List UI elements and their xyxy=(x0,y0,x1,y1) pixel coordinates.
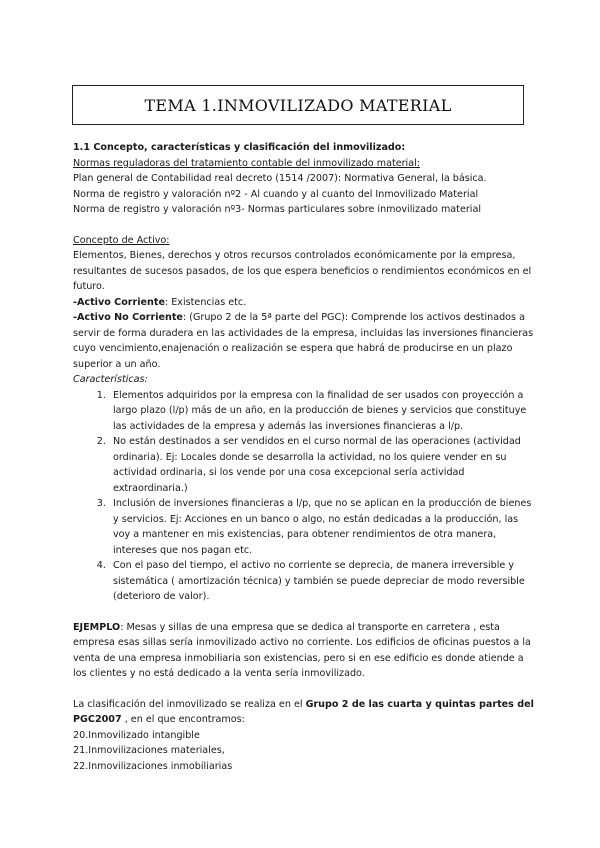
section-heading: 1.1 Concepto, características y clasificación del inmovilizado: xyxy=(73,142,406,153)
list-item: 2. No están destinados a ser vendidos en el curso normal de las operaciones (actividad ordinaria). Ej: Locales donde se desarrolla la actividad, no los quiere vender en su actividad ordinaria, si los vende por una cosa excepcional sería actividad extraordinaria.) xyxy=(109,434,535,496)
activo-no-corriente-text: : (Grupo 2 de la 5ª parte del PGC): Comprende los activos destinados a servir de forma duradera en las actividades de la empresa, incluidas las inversiones financieras cuyo vencimiento,enajenación o realización se espera que habrá de producirse en un plazo superior a un año. xyxy=(73,312,534,370)
activo-corriente-label: -Activo Corriente xyxy=(73,296,165,308)
ejemplo-label: EJEMPLO xyxy=(73,621,121,633)
clasificacion-item: 22.Inmovilizaciones inmobiliarias xyxy=(73,760,233,772)
clasificacion-bold: Grupo 2 de las cuarta y quintas partes del PGC2007 xyxy=(73,698,534,725)
list-item: 4. Con el paso del tiempo, el activo no corriente se deprecia, de manera irreversible y sistemática ( amortización técnica) y también se puede depreciar de modo reversible (deterioro de valor). xyxy=(109,558,535,605)
ejemplo-text: : Mesas y sillas de una empresa que se dedica al transporte en carretera , esta empresa esas sillas sería inmovilizado activo no corriente. Los edificios de oficinas puestos a la venta de una empresa inmobiliaria son existencias, pero si en ese edificio es donde atiende a los clientes y no está dedicado a la venta sería inmovilizado. xyxy=(73,621,531,679)
ejemplo-paragraph xyxy=(73,620,535,682)
caracteristicas-heading: Características: xyxy=(73,374,148,385)
clasificacion-paragraph xyxy=(73,697,535,728)
activo-corriente-text: : Existencias etc. xyxy=(164,296,247,308)
content xyxy=(73,140,535,774)
title-box xyxy=(72,85,524,125)
norma-line: Norma de registro y valoración nº3- Normas particulares sobre inmovilizado material xyxy=(73,204,482,215)
normas-heading: Normas reguladoras del tratamiento contable del inmovilizado material: xyxy=(73,157,420,169)
clasificacion-item: 20.Inmovilizado intangible xyxy=(73,729,200,741)
activo-no-corriente-label: -Activo No Corriente xyxy=(73,312,183,323)
activo-corriente xyxy=(73,295,535,311)
page-title: TEMA 1.INMOVILIZADO MATERIAL xyxy=(144,95,452,115)
activo-heading: Concepto de Activo: xyxy=(73,234,170,246)
list-item: 1. Elementos adquiridos por la empresa con la finalidad de ser usados con proyección a largo plazo (l/p) más de un año, en la producción de bienes y servicios que constituye las actividades de la empresa y además las inversiones financieras a l/p. xyxy=(109,388,535,435)
caracteristicas-list xyxy=(73,388,535,605)
norma-line: Plan general de Contabilidad real decreto (1514 /2007): Normativa General, la básica. xyxy=(73,173,487,184)
activo-no-corriente xyxy=(73,310,535,372)
clasificacion-intro: La clasificación del inmovilizado se realiza en el xyxy=(73,698,306,710)
clasificacion-after: , en el que encontramos: xyxy=(121,714,245,725)
norma-line: Norma de registro y valoración nº2 - Al cuando y al cuanto del Inmovilizado Material xyxy=(73,188,479,200)
clasificacion-item: 21.Inmovilizaciones materiales, xyxy=(73,745,225,756)
activo-definition: Elementos, Bienes, derechos y otros recursos controlados económicamente por la empresa, resultantes de sucesos pasados, de los que espera beneficios o rendimientos económicos en el futuro. xyxy=(73,250,532,292)
list-item: 3. Inclusión de inversiones financieras a l/p, que no se aplican en la producción de bienes y servicios. Ej: Acciones en un banco o algo, no están dedicadas a la producción, las voy a mantener en mis existencias, para obtener rendimientos de otra manera, intereses que nos pagan etc. xyxy=(109,496,535,558)
